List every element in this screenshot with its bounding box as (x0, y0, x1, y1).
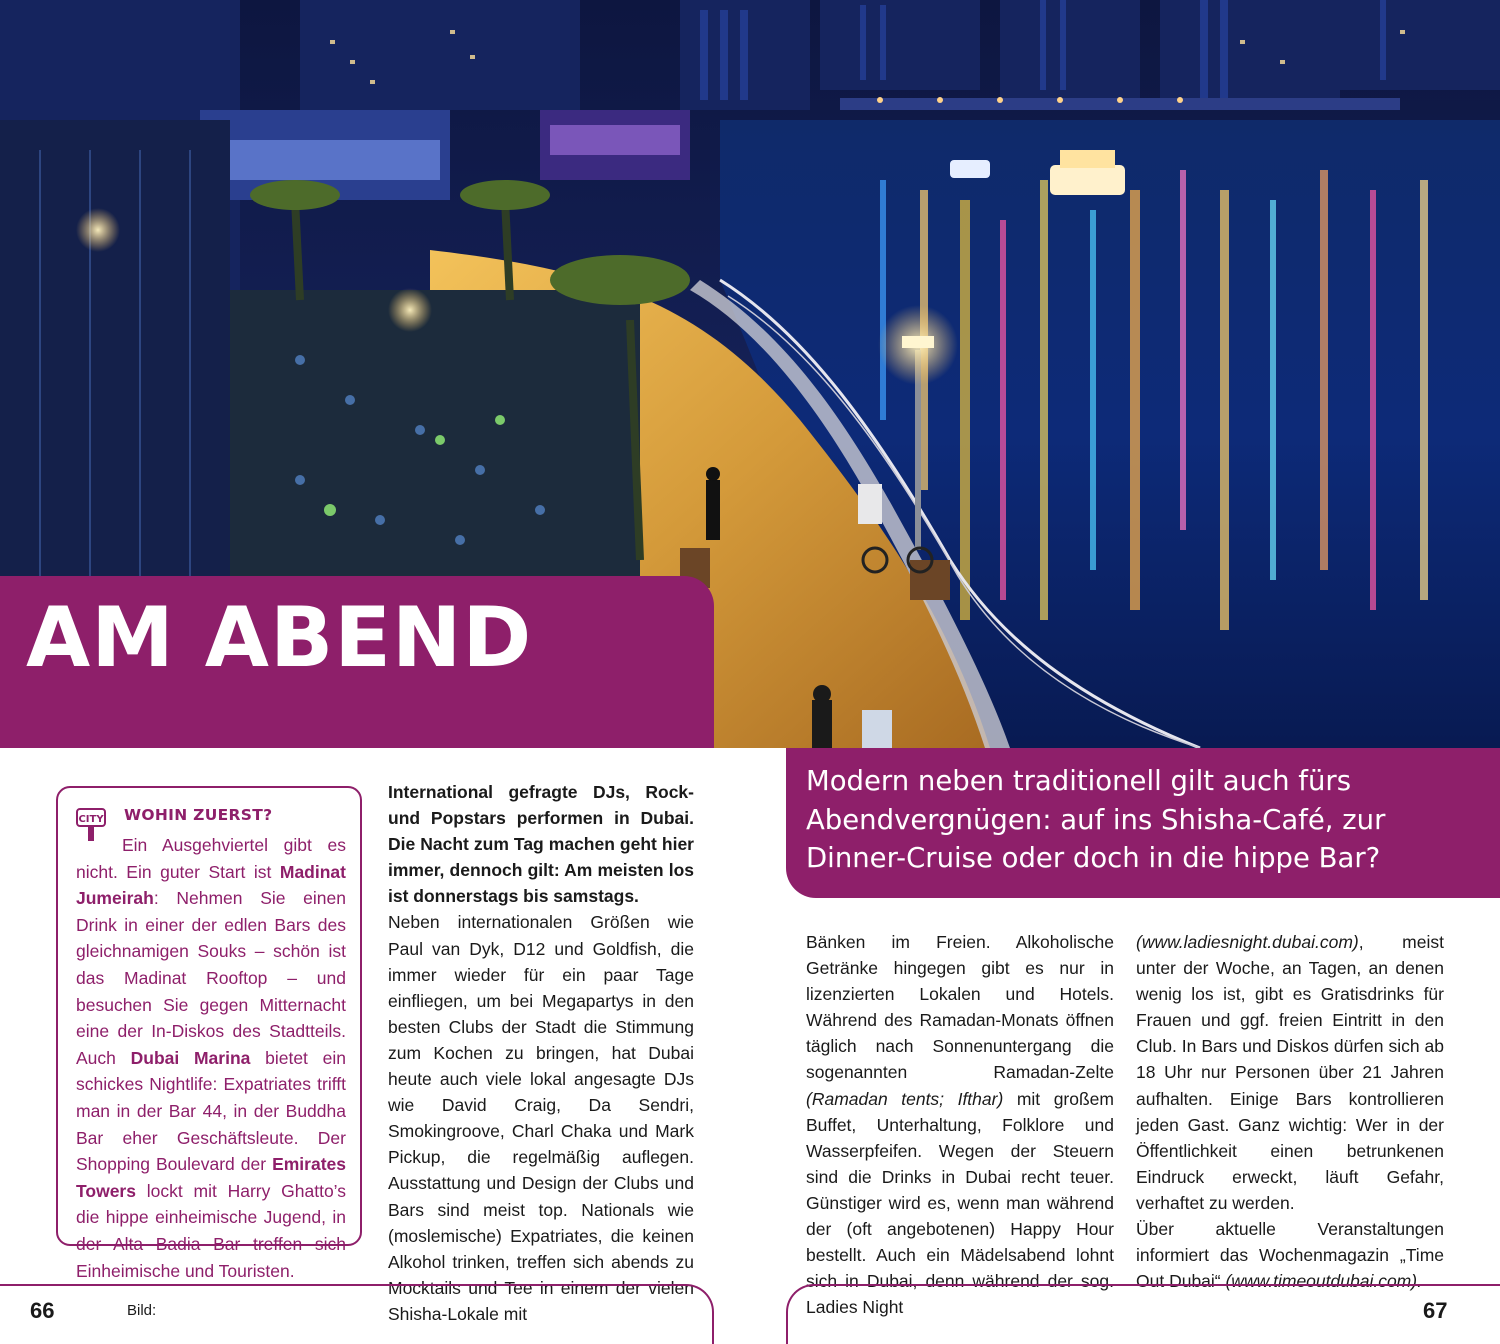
photo-credit: Bild: (127, 1302, 157, 1319)
city-icon-label: CITY (78, 814, 104, 825)
highlight-madinat-jumeirah: Madinat Jumeirah (76, 861, 346, 909)
lead-paragraph: International gefragte DJs, Rock- und Popstars performen in Dubai. Die Nacht zum Tag machen geht hier immer, dennoch gilt: Am meisten los ist donnerstags bis samstags. (388, 782, 694, 907)
page-title: AM ABEND (26, 589, 533, 686)
body-paragraph: Neben internationalen Größen wie Paul van Dyk, D12 und Goldfish, die immer wieder für ein paar Tage einfliegen, um bei Megapartys in den besten Clubs der Stadt die Stimmung zum Kochen zu bringen, hat Dubai heute auch viele lokal angesagte DJs wie David Craig, Da Sendri, Smokingroove, Charl Chaka und Mark Pickup, die regelmäßig auflegen. Ausstattung und Design der Clubs und Bars sind meist top. Nationals wie (moslemische) Expatriates, die keinen Alkohol trinken, treffen sich abends zu Mocktails und Tee in einem der vielen Shisha-Lokale mit (388, 912, 694, 1324)
text-column-4 (1136, 929, 1444, 1294)
headline-band (0, 576, 714, 748)
text-column-3 (806, 929, 1114, 1320)
ladiesnight-url: (www.ladiesnight.dubai.com) (1136, 932, 1359, 952)
text-column-2 (388, 779, 694, 1327)
subheadline-band (786, 748, 1500, 898)
body-paragraph-events: Über aktuelle Veranstaltungen informiert das Wochenmagazin „Time Out Dubai“ (www.timeoutdubai.com). (1136, 1219, 1444, 1292)
body-paragraph: (www.ladiesnight.dubai.com), meist unter der Woche, an Tagen, an denen wenig los ist, gibt es Gratisdrinks für Frauen und ggf. freien Eintritt in den Club. In Bars und Diskos dürfen sich ab 18 Uhr nur Personen über 21 Jahren aufhalten. Einige Bars kontrollieren jeden Gast. Ganz wichtig: Wer in der Öffentlichkeit einen betrunkenen Eindruck erweckt, läuft Gefahr, verhaftet zu werden. (1136, 932, 1444, 1213)
body-paragraph: Bänken im Freien. Alkoholische Getränke hingegen gibt es nur in lizenzierten Lokalen und Hotels. Während des Ramadan-Monats öffnen täglich nach Sonnenuntergang die sogenannten Ramadan-Zelte (Ramadan tents; Ifthar) mit großem Buffet, Unterhaltung, Folklore und Wasserpfeifen. Wegen der Steuern sind die Drinks in Dubai recht teuer. Günstiger wird es, wenn man während der (oft angebotenen) Happy Hour bestellt. Auch ein Mädelsabend lohnt sich in Dubai, denn während der sog. Ladies Night (806, 932, 1114, 1318)
info-box-heading: WOHIN ZUERST? (124, 806, 273, 824)
page-number-right: 67 (1423, 1298, 1448, 1323)
footer-frame-left (0, 1284, 714, 1344)
timeout-url: (www.timeoutdubai.com). (1225, 1271, 1422, 1292)
footer-frame-right (786, 1284, 1500, 1344)
info-box-text: Ein Ausgehviertel gibt es nicht. Ein guter Start ist Madinat Jumeirah: Nehmen Sie einen Drink in einer der edlen Bars des gleichnamigen Souks – schön ist das Madinat Rooftop – und besuchen Sie gegen Mitternacht eine der In-Diskos des Stadtteils. Auch Dubai Marina bietet ein schickes Nightlife: Expatriates trifft man in der Bar 44, in der Buddha Bar eher Geschäftsleute. Der Shopping Boulevard der Emirates Towers lockt mit Harry Ghatto’s die hippe einheimische Jugend, in der Alta Badia Bar treffen sich Einheimische und Touristen. (76, 835, 346, 1281)
highlight-dubai-marina: Dubai Marina (130, 1047, 251, 1068)
highlight-emirates-towers: Emirates Towers (76, 1154, 346, 1201)
page-number-left: 66 (30, 1298, 55, 1323)
info-box-wohin-zuerst (56, 786, 362, 1281)
subheadline: Modern neben traditionell gilt auch fürs Abendvergnügen: auf ins Shisha-Café, zur Dinner-Cruise oder doch in die hippe Bar? (806, 765, 1386, 874)
